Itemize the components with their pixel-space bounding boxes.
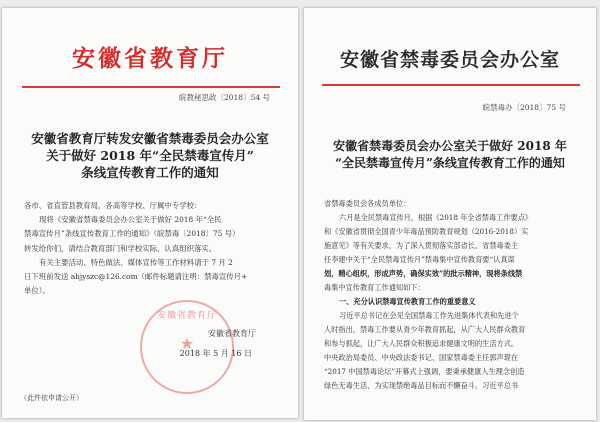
body-line: 任李建中关于“全民禁毒宣传月”禁毒集中宣传教育要“认真谋 bbox=[324, 255, 515, 264]
red-header-rule bbox=[22, 86, 280, 88]
body-line: 日下班前发送 ahjyszc@126.com（邮件标题请注明：禁毒宣传月+ bbox=[24, 272, 248, 282]
footnote: （此件依申请公开） bbox=[20, 394, 83, 402]
education-dept-document bbox=[2, 8, 298, 418]
document-number: 皖禁毒办〔2018〕75 号 bbox=[482, 103, 566, 112]
issue-date: 2018 年 5 月 16 日 bbox=[179, 349, 252, 358]
title-line: 安徽省禁毒委员会办公室关于做好 2018 年 bbox=[333, 139, 567, 153]
body-line: 毒集中宣传教育工作通知如下： bbox=[324, 283, 425, 292]
body-line: 习近平总书记在会见全国禁毒工作先进集体代表和先进个 bbox=[339, 311, 519, 320]
seal-star-icon: ★ bbox=[179, 334, 195, 353]
body-line: 各市、省直管县教育局，各高等学校、厅属中专学校： bbox=[24, 201, 202, 210]
body-line: 人时指出，禁毒工作要从青少年教育抓起，从广大人民群众教育 bbox=[324, 325, 526, 334]
document-title bbox=[304, 138, 596, 172]
document-header: 安徽省禁毒委员会办公室 bbox=[339, 49, 560, 71]
body-line: 和《安徽省贯彻全国青少年毒品预防教育规划（2016-2018）实 bbox=[324, 227, 529, 236]
body-line: 转发给你们，请结合教育部门和学校实际，认真组织落实。 bbox=[24, 243, 217, 253]
body-line: 现将《安徽省禁毒委员会办公室关于做好 2018 年“全民 bbox=[39, 215, 222, 225]
document-body bbox=[24, 199, 286, 298]
title-line: “全民禁毒宣传月”条线宣传教育工作的通知 bbox=[335, 156, 565, 170]
narcotics-control-office-document bbox=[304, 8, 596, 420]
red-header-rule bbox=[322, 84, 580, 86]
body-line: 和参与抓起，让广大人民群众积极追求健康文明的生活方式。 bbox=[324, 339, 519, 348]
body-line: 有关主要活动、特色做法、媒体宣传等工作材料请于 7 月 2 bbox=[39, 257, 233, 267]
body-line: 施意见》等有关要求，为了深入贯彻落实部省长、省禁毒委主 bbox=[324, 241, 519, 250]
title-line: 安徽省教育厅转发安徽省禁毒委员会办公室 bbox=[31, 131, 269, 146]
body-line: 中央政治局委员、中央政法委书记、国家禁毒委主任郭声琨在 bbox=[324, 353, 519, 362]
body-line: 划，精心组织，形成声势，确保实效”的批示精神，现将条线禁 bbox=[324, 269, 523, 278]
body-line: 单位）。 bbox=[24, 286, 50, 296]
document-body bbox=[324, 197, 586, 393]
section-heading: 一、充分认识禁毒宣传教育工作的重要意义 bbox=[339, 297, 476, 306]
body-line: 六月是全民禁毒宣传月，根据《2018 年全省禁毒工作要点》 bbox=[339, 213, 533, 222]
document-title bbox=[2, 130, 298, 181]
title-line: 条线宣传教育工作的通知 bbox=[81, 165, 219, 180]
body-line: “2017 中国禁毒论坛”开幕式上强调，要秉承健康人生理念创造 bbox=[324, 367, 525, 376]
salutation: 省禁毒委员会各成员单位： bbox=[324, 199, 411, 208]
document-header: 安徽省教育厅 bbox=[72, 45, 228, 72]
official-seal bbox=[140, 300, 234, 394]
body-line: 禁毒宣传月”条线宣传教育工作的通知》（皖禁毒〔2018〕75 号） bbox=[24, 229, 240, 239]
seal-text: 安徽省教育厅 bbox=[156, 311, 217, 321]
signer: 安徽省教育厅 bbox=[208, 329, 256, 338]
body-line: 绿色无毒生活，为实现禁绝毒品目标而不懈奋斗。习近平总书 bbox=[324, 381, 519, 390]
document-number: 皖教秘思政〔2018〕54 号 bbox=[178, 93, 270, 102]
title-line: 关于做好 2018 年“全民禁毒宣传月” bbox=[46, 148, 254, 163]
